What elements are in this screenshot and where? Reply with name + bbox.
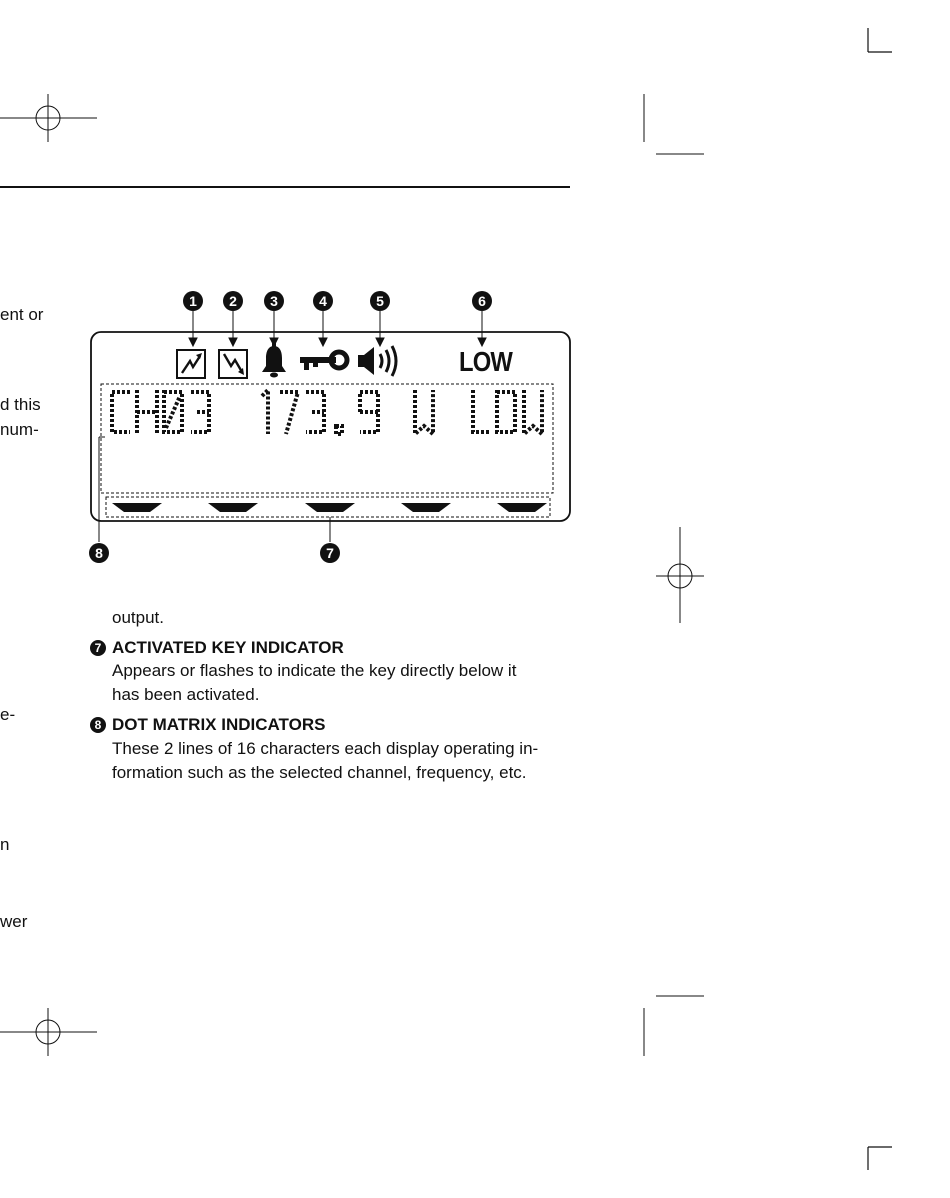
callout-5: 5 [370, 291, 390, 311]
left-fragment: d this [0, 395, 41, 414]
signal-in-icon [219, 350, 247, 378]
signal-out-icon [177, 350, 205, 378]
dot-matrix-line1 [108, 378, 553, 448]
left-fragment: num- [0, 420, 39, 439]
callout-3: 3 [264, 291, 284, 311]
section-8-line: These 2 lines of 16 characters each display operating in- [112, 739, 539, 758]
key-icon [300, 352, 347, 370]
key-indicator-arrows [112, 503, 547, 512]
section-7-title: ACTIVATED KEY INDICATOR [112, 638, 344, 657]
callout-4: 4 [313, 291, 333, 311]
left-fragment: ent or [0, 305, 44, 324]
output-text: output. [112, 608, 164, 627]
callout-7: 7 [320, 543, 340, 563]
section-7-bullet: 7 [90, 640, 106, 656]
section-8-line: formation such as the selected channel, frequency, etc. [112, 763, 527, 782]
left-fragment: wer [0, 912, 28, 931]
left-fragment: n [0, 835, 10, 854]
speaker-icon [358, 346, 396, 376]
callout-8: 8 [89, 543, 109, 563]
section-8-title: DOT MATRIX INDICATORS [112, 715, 326, 734]
section-7-heading [90, 638, 344, 658]
callout-1: 1 [183, 291, 203, 311]
left-fragment: e- [0, 705, 16, 724]
section-7-line: has been activated. [112, 685, 260, 704]
section-7-line: Appears or flashes to indicate the key directly below it [112, 661, 517, 680]
section-8-heading [90, 715, 325, 735]
callout-2: 2 [223, 291, 243, 311]
callout-6: 6 [472, 291, 492, 311]
section-8-bullet: 8 [90, 717, 106, 733]
low-power-indicator: LOW [459, 346, 512, 377]
bell-icon [262, 343, 286, 378]
